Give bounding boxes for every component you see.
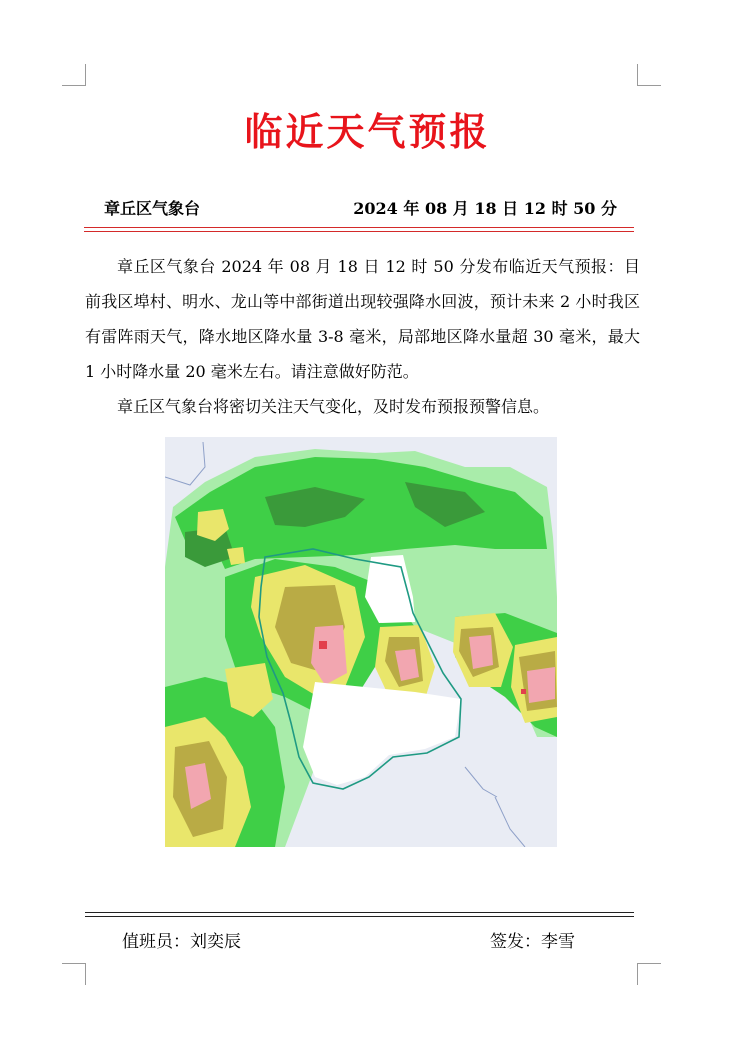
crop-mark-top-left [85, 64, 86, 86]
page-title: 临近天气预报 [244, 109, 491, 154]
issuer-name: 章丘区气象台 [104, 199, 201, 218]
header-rule-bottom [84, 231, 634, 232]
signer: 签发：李雪 [490, 932, 575, 952]
header-rule-top [84, 227, 634, 228]
duty-officer: 值班员：刘奕辰 [122, 932, 241, 952]
crop-mark-top-right [638, 85, 661, 86]
crop-mark-bottom-left [85, 963, 86, 985]
footer-rule-top [85, 912, 634, 913]
crop-mark-bottom-right [637, 963, 638, 985]
crop-mark-top-right [637, 64, 638, 86]
forecast-paragraph: 章丘区气象台将密切关注天气变化，及时发布预报预警信息。 [117, 397, 550, 416]
radar-echo-map [165, 437, 557, 847]
crop-mark-bottom-left [62, 963, 85, 964]
issue-time: 2024 年 08 月 18 日 12 时 50 分 [353, 199, 617, 218]
crop-mark-bottom-right [638, 963, 661, 964]
forecast-body [85, 249, 640, 424]
forecast-paragraph: 章丘区气象台 2024 年 08 月 18 日 12 时 50 分发布临近天气预报：目前我区埠村、明水、龙山等中部街道出现较强降水回波，预计未来 2 小时我区有雷阵雨天气，降水地区降水量 3-8 毫米，局部地区降水量超 30 毫米，最大 1 小时降水量 20 毫米左右。请注意做好防范。 [85, 257, 640, 381]
crop-mark-top-left [62, 85, 85, 86]
footer-rule-bottom [85, 916, 634, 917]
